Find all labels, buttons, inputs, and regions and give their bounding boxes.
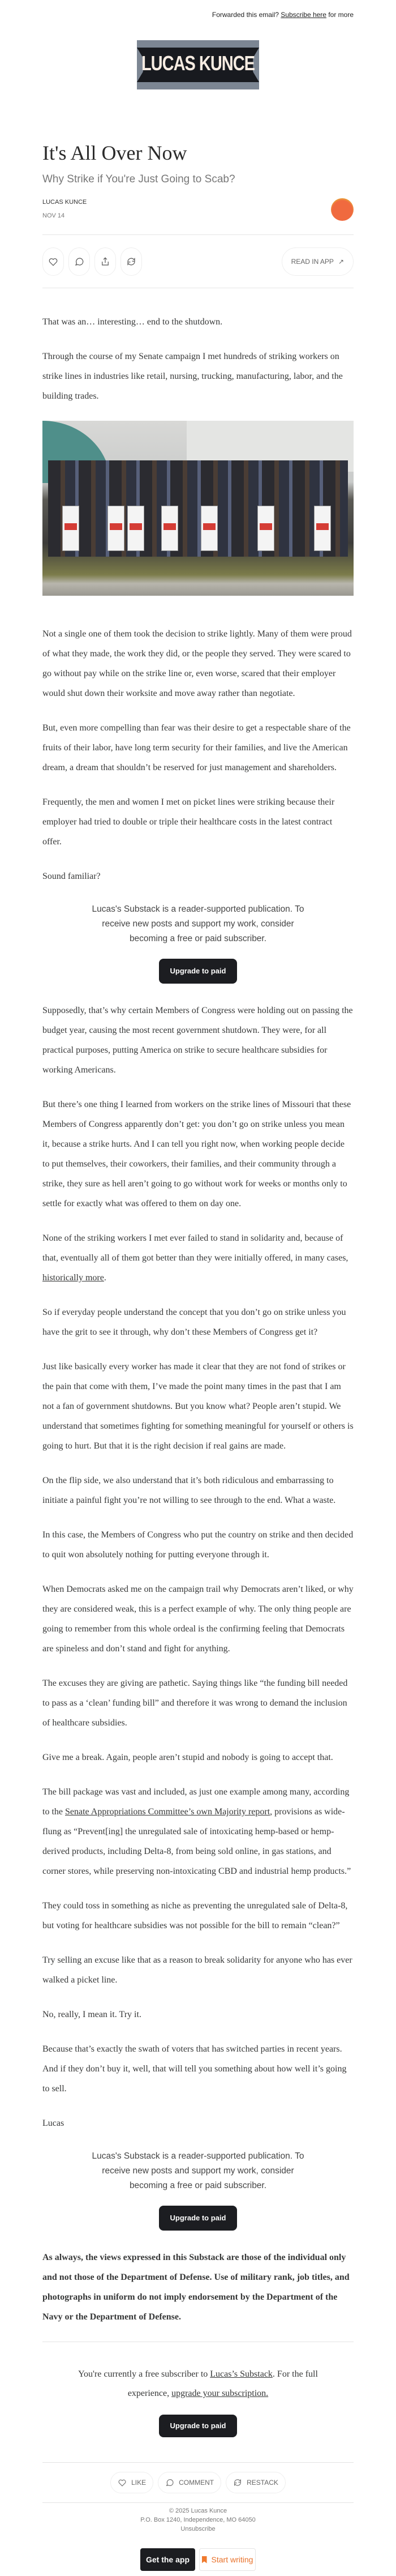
body-paragraph [42, 1950, 354, 1990]
paragraph-text: Sound familiar? [42, 872, 101, 881]
unsubscribe-link[interactable]: Unsubscribe [180, 2526, 216, 2532]
forward-text: Forwarded this email? [212, 11, 281, 19]
read-in-app-label: READ IN APP [291, 257, 334, 266]
body-paragraph [42, 1896, 354, 1936]
arrow-up-right-icon: ↗ [338, 257, 344, 266]
body-paragraph [42, 347, 354, 406]
paragraph-text: Supposedly, that’s why certain Members of Congress were holding out on passing the budget year, causing the most recent government shutdown. They were, for all practical purposes, putting America on strike to secure healthcare subsidies for working Americans. [42, 1006, 353, 1075]
subscribe-here-link[interactable]: Subscribe here [281, 11, 326, 19]
copyright: © 2025 Lucas Kunce [169, 2507, 227, 2514]
paragraph-text: Through the course of my Senate campaign I met hundreds of striking workers on strike lines in industries like retail, nursing, trucking, manufacturing, labor, and the building trades. [42, 352, 343, 401]
like-button[interactable] [110, 2472, 153, 2493]
inline-link[interactable]: Senate Appropriations Committee’s own Majority report [65, 1807, 270, 1817]
restack-button[interactable] [120, 247, 142, 276]
post-subtitle: Why Strike if You're Just Going to Scab? [42, 173, 235, 185]
start-writing-label: Start writing [211, 2555, 253, 2564]
paragraph-text: They could toss in something as niche as preventing the unregulated sale of Delta-8, but voting for healthcare subsidies was not possible for the bill to remain “clean?” [42, 1901, 348, 1930]
paragraph-text: On the flip side, we also understand that it’s both ridiculous and embarrassing to initiate a painful fight you’re not willing to see through to the end. What a waste. [42, 1476, 336, 1505]
body-paragraph [42, 1001, 354, 1080]
subscribe-widget [85, 902, 311, 1001]
post-date: NOV 14 [42, 212, 65, 219]
paragraph-text: So if everyday people understand the concept that you don’t go on strike unless you have the grit to see it through, why don’t these Members of Congress get it? [42, 1308, 346, 1337]
like-label: LIKE [131, 2479, 147, 2487]
post-title[interactable]: It's All Over Now [42, 142, 187, 164]
divider [42, 2502, 354, 2503]
body-paragraph [42, 1471, 354, 1510]
paragraph-text: Give me a break. Again, people aren’t stupid and nobody is going to accept that. [42, 1753, 333, 1762]
body-paragraph [42, 718, 354, 778]
post-action-bar [42, 234, 354, 288]
author-name[interactable]: LUCAS KUNCE [42, 199, 87, 206]
body-paragraph [42, 866, 354, 886]
body-paragraph [42, 2039, 354, 2099]
upgrade-to-paid-button[interactable]: Upgrade to paid [159, 2206, 238, 2231]
paragraph-text: No, really, I mean it. Try it. [42, 2010, 141, 2019]
paragraph-text: Try selling an excuse like that as a reason to break solidarity for anyone who has ever walked a picket line. [42, 1955, 352, 1985]
paragraph-text: The bill package was vast and included, as just one example among many, according to the [42, 1787, 350, 1817]
heart-icon [48, 257, 58, 267]
paragraph-text: Lucas [42, 2118, 64, 2128]
bookmark-icon [202, 2556, 207, 2564]
body-paragraph [42, 1302, 354, 1342]
paragraph-text: Because that’s exactly the swath of voters that has switched parties in recent years. And if they don’t buy it, well, that will tell you something about how well it’s going to sell. [42, 2044, 347, 2094]
body-paragraph [42, 1673, 354, 1733]
logo-text: LUCAS KUNCE [141, 52, 255, 75]
post-body [42, 312, 354, 2327]
like-button[interactable] [42, 247, 64, 276]
restack-icon [126, 257, 136, 267]
subscribe-widget [85, 2149, 311, 2248]
share-button[interactable] [94, 247, 116, 276]
body-paragraph [42, 1579, 354, 1659]
body-paragraph [42, 792, 354, 852]
publication-link[interactable]: Lucas’s Substack [210, 2369, 273, 2379]
email-container [42, 0, 354, 2576]
paragraph-text: When Democrats asked me on the campaign trail why Democrats aren’t liked, or why they are considered weak, this is a perfect example of why. The only thing people are going to remember from this whole ordeal is the confirming feeling that Democrats are spineless and don’t stand and fight for anything. [42, 1584, 354, 1654]
disclaimer-paragraph [42, 2248, 354, 2327]
paragraph-text: Not a single one of them took the decision to strike lightly. Many of them were proud of what they made, the work they did, or the people they served. They were scared to go without pay while on the strike line or, even worse, scared that their employer would shut down their worksite and move away rather than negotiate. [42, 629, 352, 698]
app-buttons [42, 2548, 354, 2576]
paragraph-text: As always, the views expressed in this Substack are those of the individual only and not those of the Department of Defense. Use of military rank, job titles, and photographs in uniform do not imply endorsement by the Department of the Navy or the Department of Defense. [42, 2253, 350, 2322]
paragraph-text: In this case, the Members of Congress who put the country on strike and then decided to quit won absolutely nothing for putting everyone through it. [42, 1530, 354, 1560]
share-icon [100, 257, 110, 267]
upgrade-subscription-link[interactable]: upgrade your subscription. [171, 2389, 269, 2398]
heart-icon [118, 2478, 127, 2487]
comment-icon [165, 2478, 174, 2487]
paragraph-text: . [104, 1273, 106, 1283]
start-writing-button[interactable] [199, 2548, 256, 2571]
address: P.O. Box 1240, Independence, MO 64050 [140, 2517, 256, 2523]
footer-actions [42, 2463, 354, 2502]
paragraph-text: That was an… interesting… end to the shutdown. [42, 317, 223, 327]
upgrade-to-paid-button[interactable]: Upgrade to paid [159, 959, 238, 984]
restack-icon [233, 2478, 242, 2487]
paragraph-text: None of the striking workers I met ever failed to stand in solidarity and, because of that, eventually all of them got better than they were initially offered, in many cases, [42, 1233, 348, 1263]
subscriber-notice [71, 2365, 325, 2437]
comment-button[interactable] [158, 2472, 221, 2493]
body-paragraph [42, 1525, 354, 1565]
body-paragraph [42, 624, 354, 703]
notice-text: You're currently a free subscriber to [78, 2369, 210, 2379]
comment-icon [74, 257, 84, 267]
upgrade-to-paid-button[interactable]: Upgrade to paid [159, 2415, 238, 2437]
paragraph-text: Just like basically every worker has made it clear that they are not fond of strikes or the pain that come with them, I’ve made the point many times in the past that I am not a fan of government shutdowns. But you know what? People aren’t stupid. We understand that sometimes fighting for something meaningful for yourself or others is going to hurt. But that it is the right decision if real gains are made. [42, 1362, 354, 1451]
comment-button[interactable] [68, 247, 90, 276]
body-paragraph [42, 1782, 354, 1881]
paragraph-text: , provisions as wide-flung as “Prevent[ing] the unregulated sale of intoxicating hemp-based or hemp-derived products, including Delta-8, from being sold online, in gas stations, and corner stores, while preserving non-intoxicating CBD and industrial hemp products.” [42, 1807, 351, 1876]
notice-text-2: . For the full experience, [127, 2369, 318, 2398]
body-paragraph [42, 1095, 354, 1214]
body-paragraph [42, 2113, 354, 2133]
strike-line-photo[interactable] [42, 421, 354, 596]
forward-notice [42, 0, 354, 17]
paragraph-text: But, even more compelling than fear was their desire to get a respectable share of the fruits of their labor, have long term security for their families, and live the American dream, a dream that shouldn’t be reserved for just management and shareholders. [42, 723, 351, 772]
subscribe-text: Lucas's Substack is a reader-supported publication. To receive new posts and support my work, consider becoming a free or paid subscriber. [92, 2151, 304, 2190]
paragraph-text: But there’s one thing I learned from workers on the strike lines of Missouri that these Members of Congress apparently don’t get: you don’t go on strike unless you mean it, because a strike hurts. And I can tell you right now, when working people decide to put themselves, their coworkers, their families, and their community through a strike, they sure as hell aren’t going to go without work for weeks or months only to settle for exactly what was offered to them on day one. [42, 1100, 351, 1208]
body-paragraph [42, 2005, 354, 2024]
get-the-app-button[interactable]: Get the app [140, 2548, 195, 2571]
read-in-app-button[interactable] [282, 247, 354, 276]
comment-label: COMMENT [179, 2479, 214, 2487]
paragraph-text: Frequently, the men and women I met on picket lines were striking because their employer had tried to double or triple their healthcare costs in the latest contract offer. [42, 797, 335, 847]
body-paragraph [42, 1748, 354, 1767]
publication-logo[interactable] [137, 40, 259, 89]
subscribe-text: Lucas's Substack is a reader-supported publication. To receive new posts and support my work, consider becoming a free or paid subscriber. [92, 904, 304, 943]
restack-button[interactable] [226, 2472, 286, 2493]
body-paragraph [42, 312, 354, 332]
body-paragraph [42, 1228, 354, 1288]
footer-info [42, 2506, 354, 2534]
inline-link[interactable]: historically more [42, 1273, 104, 1283]
paragraph-text: The excuses they are giving are pathetic. Saying things like “the funding bill needed to pass as a ‘clean’ funding bill” and therefore it was wrong to demand the inclusion of healthcare subsidies. [42, 1678, 348, 1728]
body-paragraph [42, 1357, 354, 1456]
restack-label: RESTACK [247, 2479, 278, 2487]
post-meta [42, 197, 354, 225]
author-avatar[interactable] [331, 198, 354, 221]
forward-suffix: for more [326, 11, 354, 19]
